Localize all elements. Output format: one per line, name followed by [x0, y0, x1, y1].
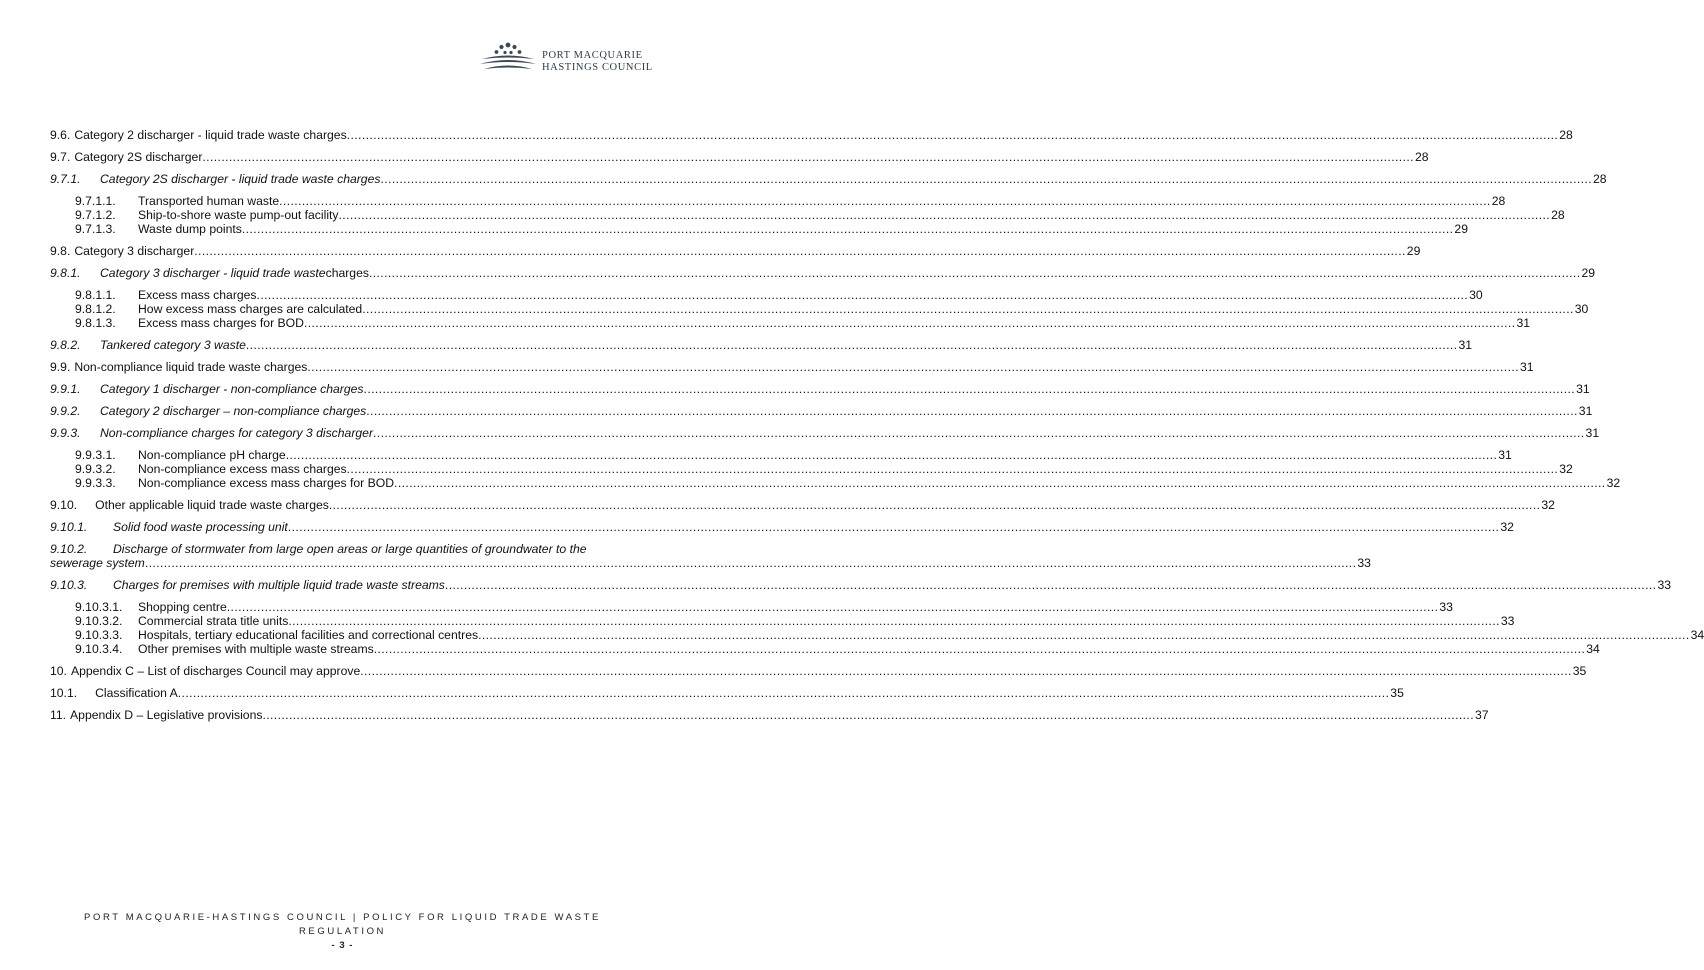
toc-entry-number: 9.9.3.3. — [75, 476, 116, 490]
logo-line1: PORT MACQUARIE — [542, 50, 643, 61]
toc-entry-page: 30 — [1574, 302, 1589, 316]
toc-entry[interactable] — [50, 642, 1600, 656]
toc-entry-number: 9.8.2. — [50, 338, 81, 352]
toc-entry-title: Appendix D – Legislative provisions — [70, 708, 263, 722]
toc-entry-title: Category 1 discharger - non-compliance charges — [100, 382, 364, 396]
toc-dot-leader — [227, 600, 1439, 614]
toc-entry-title: Ship-to-shore waste pump-out facility — [138, 208, 339, 222]
toc-dot-leader — [304, 316, 1516, 330]
toc-entry-page: 31 — [1519, 360, 1534, 374]
toc-entry-number: 10.1. — [50, 686, 78, 700]
toc-entry[interactable] — [50, 600, 1453, 614]
toc-entry-number: 9.7.1.3. — [75, 222, 116, 236]
toc-dot-leader — [329, 498, 1541, 512]
toc-dot-leader — [445, 578, 1657, 592]
toc-entry-title: Category 2S discharger — [74, 150, 203, 164]
toc-entry-page: 34 — [1690, 628, 1704, 642]
toc-entry-page: 29 — [1454, 222, 1468, 236]
toc-entry-page: 28 — [1559, 128, 1573, 142]
toc-entry[interactable] — [50, 360, 1534, 374]
toc-entry[interactable] — [50, 382, 1590, 396]
toc-entry-page: 31 — [1516, 316, 1531, 330]
toc-entry-title: Other premises with multiple waste streams — [138, 642, 374, 656]
toc-entry[interactable] — [50, 686, 1404, 700]
toc-entry[interactable] — [50, 520, 1514, 534]
toc-entry-page: 28 — [1551, 208, 1565, 222]
toc-entry-title: Category 2 discharger – non-compliance charges — [100, 404, 367, 418]
toc-entry-page: 37 — [1475, 708, 1489, 722]
toc-dot-leader — [373, 426, 1585, 440]
toc-entry-title: Non-compliance pH charge — [138, 448, 286, 462]
toc-entry-number: 9.9.1. — [50, 382, 81, 396]
council-logo-text — [542, 50, 653, 74]
toc-entry-title: Charges for premises with multiple liquid trade waste streams — [113, 578, 445, 592]
toc-entry[interactable] — [50, 448, 1512, 462]
toc-entry-page: 33 — [1439, 600, 1453, 614]
toc-entry-number: 9.8.1.1. — [75, 288, 116, 302]
toc-entry-number: 9.10.3.2. — [75, 614, 123, 628]
toc-entry[interactable] — [50, 628, 1704, 642]
toc-entry-number: 9.10.3. — [50, 578, 88, 592]
toc-dot-leader — [364, 382, 1576, 396]
toc-entry-number: 9.10.3.3. — [75, 628, 123, 642]
toc-entry-title-tail: charges — [325, 266, 369, 280]
toc-entry[interactable] — [50, 578, 1672, 592]
toc-dot-leader — [262, 708, 1474, 722]
toc-entry-page: 32 — [1559, 462, 1573, 476]
toc-dot-leader — [369, 266, 1581, 280]
toc-entry-title: Category 3 discharger - liquid trade waste — [100, 266, 326, 280]
toc-dot-leader — [362, 302, 1574, 316]
logo-line2: HASTINGS COUNCIL — [542, 62, 653, 73]
toc-entry-title: Tankered category 3 waste — [100, 338, 246, 352]
toc-entry-page: 28 — [1414, 150, 1429, 164]
toc-entry-page: 28 — [1593, 172, 1607, 186]
toc-entry-number: 9.9. — [50, 360, 71, 374]
toc-entry-title: Other applicable liquid trade waste charges — [95, 498, 329, 512]
toc-entry-number: 9.10. — [50, 498, 78, 512]
toc-entry-title: Category 2 discharger - liquid trade waste charges — [74, 128, 347, 142]
toc-entry[interactable] — [50, 708, 1489, 722]
toc-entry-page: 32 — [1500, 520, 1514, 534]
toc-dot-leader — [307, 360, 1519, 374]
toc-entry-title: Commercial strata title units — [138, 614, 289, 628]
toc-entry[interactable] — [50, 194, 1506, 208]
toc-entry[interactable] — [50, 404, 1593, 418]
toc-dot-leader — [279, 194, 1491, 208]
toc-entry-title: Hospitals, tertiary educational facilities and correctional centres — [138, 628, 479, 642]
toc-entry[interactable] — [50, 302, 1589, 316]
footer-title: PORT MACQUARIE-HASTINGS COUNCIL | POLICY FOR LIQUID TRADE WASTE — [84, 912, 601, 923]
toc-entry-title: Non-compliance liquid trade waste charges — [74, 360, 308, 374]
toc-entry-page: 28 — [1491, 194, 1506, 208]
toc-entry-number: 9.10.3.1. — [75, 600, 123, 614]
toc-entry-title: Shopping centre — [138, 600, 227, 614]
toc-entry-number: 9.9.3.2. — [75, 462, 116, 476]
toc-dot-leader — [347, 128, 1559, 142]
toc-entry[interactable] — [50, 614, 1515, 628]
toc-entry-number: 11. — [50, 708, 67, 722]
toc-entry-number: 10. — [50, 664, 67, 678]
toc-entry-number: 9.8.1. — [50, 266, 81, 280]
toc-entry[interactable] — [50, 664, 1587, 678]
council-logo — [478, 40, 653, 76]
toc-entry-page: 31 — [1498, 448, 1512, 462]
toc-entry-number: 9.7.1.2. — [75, 208, 116, 222]
toc-entry-title: How excess mass charges are calculated — [138, 302, 363, 316]
table-of-contents — [50, 128, 1704, 722]
toc-entry-title: Classification A — [95, 686, 178, 700]
toc-entry-page: 31 — [1585, 426, 1600, 440]
toc-entry-page: 29 — [1581, 266, 1596, 280]
toc-entry[interactable] — [50, 222, 1468, 236]
toc-dot-leader — [286, 448, 1498, 462]
toc-dot-leader — [380, 172, 1592, 186]
toc-entry-page: 35 — [1572, 664, 1587, 678]
toc-dot-leader — [246, 338, 1458, 352]
toc-entry-number: 9.7.1. — [50, 172, 81, 186]
toc-entry[interactable] — [50, 498, 1555, 512]
toc-entry-page: 29 — [1406, 244, 1421, 258]
toc-entry[interactable] — [50, 288, 1483, 302]
toc-dot-leader — [366, 404, 1578, 418]
toc-entry[interactable] — [50, 244, 1421, 258]
toc-entry-title: Category 2S discharger - liquid trade waste charges — [100, 172, 381, 186]
toc-entry[interactable] — [50, 128, 1573, 142]
toc-entry-page: 34 — [1586, 642, 1600, 656]
toc-entry[interactable] — [50, 476, 1621, 490]
toc-entry-title: Solid food waste processing unit — [113, 520, 288, 534]
footer-title-cont: REGULATION — [298, 926, 387, 937]
toc-entry-title: Discharge of stormwater from large open areas or large quantities of groundwater to the — [113, 542, 587, 556]
council-logo-icon — [478, 40, 538, 74]
toc-entry-page: 30 — [1469, 288, 1483, 302]
toc-entry-title: Appendix C – List of discharges Council may approve — [70, 664, 361, 678]
toc-entry-title: Waste dump points — [138, 222, 242, 236]
toc-entry-number: 9.7. — [50, 150, 71, 164]
toc-dot-leader — [347, 462, 1559, 476]
toc-entry-number: 9.9.2. — [50, 404, 81, 418]
toc-dot-leader — [145, 556, 1357, 570]
toc-dot-leader — [202, 150, 1414, 164]
toc-entry-title: Transported human waste — [138, 194, 280, 208]
toc-entry-number: 9.8. — [50, 244, 71, 258]
toc-dot-leader — [178, 686, 1390, 700]
toc-entry-page: 31 — [1576, 382, 1590, 396]
toc-dot-leader — [194, 244, 1406, 258]
toc-dot-leader — [257, 288, 1469, 302]
toc-entry[interactable] — [50, 208, 1565, 222]
toc-entry-number: 9.9.3.1. — [75, 448, 116, 462]
toc-entry-title: Category 3 discharger — [74, 244, 195, 258]
toc-entry-number: 9.8.1.2. — [75, 302, 116, 316]
toc-dot-leader — [242, 222, 1454, 236]
toc-entry-number: 9.7.1.1. — [75, 194, 116, 208]
toc-dot-leader — [288, 614, 1500, 628]
toc-entry[interactable] — [50, 542, 1371, 570]
toc-entry-page: 32 — [1541, 498, 1555, 512]
toc-entry[interactable] — [50, 150, 1429, 164]
toc-dot-leader — [478, 628, 1690, 642]
toc-entry[interactable] — [50, 338, 1472, 352]
toc-dot-leader — [360, 664, 1572, 678]
toc-entry-number: 9.10.1. — [50, 520, 88, 534]
page-number: - 3 - — [331, 940, 354, 951]
toc-entry-title-cont: sewerage system — [50, 556, 145, 570]
toc-entry-title: Excess mass charges for BOD — [138, 316, 304, 330]
toc-entry-page: 32 — [1606, 476, 1621, 490]
toc-entry-number: 9.10.2. — [50, 542, 88, 556]
toc-dot-leader — [374, 642, 1586, 656]
toc-entry-number: 9.9.3. — [50, 426, 81, 440]
toc-entry-page: 31 — [1578, 404, 1593, 418]
toc-entry-number: 9.8.1.3. — [75, 316, 116, 330]
toc-entry-title: Excess mass charges — [138, 288, 257, 302]
toc-entry-page: 31 — [1458, 338, 1472, 352]
toc-entry[interactable] — [50, 316, 1531, 330]
toc-entry-page: 35 — [1390, 686, 1404, 700]
toc-entry[interactable] — [50, 172, 1607, 186]
toc-entry-title: Non-compliance charges for category 3 discharger — [100, 426, 373, 440]
toc-entry[interactable] — [50, 426, 1600, 440]
toc-entry-number: 9.10.3.4. — [75, 642, 123, 656]
toc-entry-page: 33 — [1357, 556, 1371, 570]
toc-entry-page: 33 — [1657, 578, 1672, 592]
toc-dot-leader — [394, 476, 1606, 490]
toc-entry-title: Non-compliance excess mass charges — [138, 462, 347, 476]
toc-entry[interactable] — [50, 462, 1573, 476]
toc-dot-leader — [339, 208, 1551, 222]
toc-entry-number: 9.6. — [50, 128, 71, 142]
toc-dot-leader — [288, 520, 1500, 534]
toc-entry[interactable] — [50, 266, 1596, 280]
toc-entry-page: 33 — [1500, 614, 1515, 628]
toc-entry-title: Non-compliance excess mass charges for BOD — [138, 476, 395, 490]
